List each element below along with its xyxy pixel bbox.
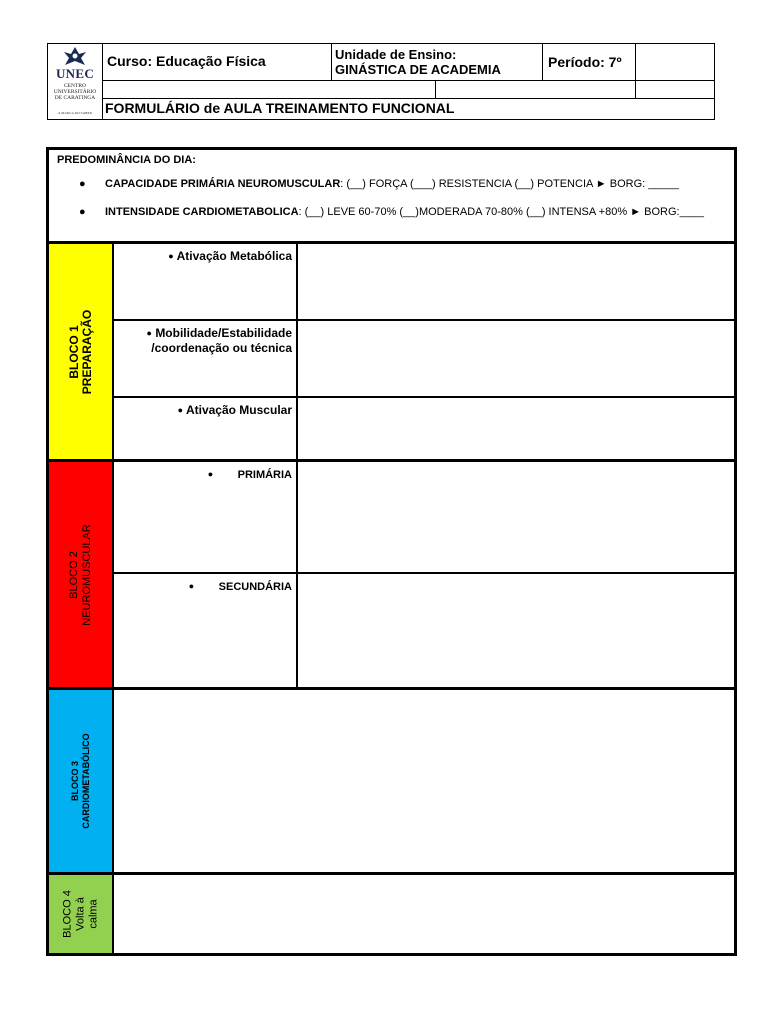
unidade-cell: [332, 44, 543, 81]
university-logo: [48, 44, 103, 119]
bloco-4-side: [49, 875, 114, 953]
header-blank-field[interactable]: [103, 81, 436, 99]
bloco-3-content-area[interactable]: [114, 690, 734, 872]
bloco-4: [49, 875, 734, 953]
bloco-2-side: [49, 462, 114, 687]
header-blank-field[interactable]: [636, 81, 715, 99]
bloco-4-label: [61, 890, 100, 938]
logo-subtitle-line: CENTRO: [64, 83, 86, 89]
bloco-row[interactable]: [114, 398, 734, 459]
unidade-value: GINÁSTICA DE ACADEMIA: [335, 62, 501, 77]
bloco-row[interactable]: [114, 321, 734, 398]
bloco-label-line: CARDIOMETABÓLICO: [80, 733, 91, 829]
bloco-label-line: calma: [87, 899, 99, 929]
bloco-row-text: Ativação Metabólica: [176, 249, 292, 263]
bloco-1: [49, 244, 734, 462]
bloco-4-content-area[interactable]: [114, 875, 734, 953]
bloco-label-line: BLOCO 3: [69, 760, 80, 802]
bloco-2-label: [68, 524, 94, 625]
logo-tagline: A MARCA DO SABER: [58, 111, 92, 115]
bullet-icon: ●: [168, 251, 174, 261]
bloco-row-label: [114, 462, 298, 572]
predominancia-section: [49, 150, 734, 244]
bloco-label-line: BLOCO 4: [61, 890, 73, 938]
bloco-row-label: [114, 574, 298, 687]
bullet-icon: ●: [207, 469, 214, 479]
bloco-row[interactable]: [114, 244, 734, 321]
bloco-1-label: [68, 309, 94, 393]
predominancia-item: [79, 178, 679, 190]
bullet-icon: ●: [79, 206, 86, 218]
unidade-label: Unidade de Ensino:: [335, 47, 457, 62]
bloco-label-line: Volta à: [74, 897, 86, 931]
predominancia-item-options[interactable]: : (__) LEVE 60-70% (__)MODERADA 70-80% (__) INTENSA +80% ► BORG:____: [298, 206, 705, 218]
bloco-row-text: PRIMÁRIA: [237, 469, 292, 481]
logo-emblem-icon: [50, 46, 100, 66]
bullet-icon: ●: [177, 405, 184, 415]
curso-cell: Curso: Educação Física: [103, 44, 332, 81]
predominancia-item-label: INTENSIDADE CARDIOMETABOLICA: [105, 206, 299, 218]
bloco-label-line: BLOCO 1: [66, 324, 81, 379]
bloco-row[interactable]: [114, 574, 734, 687]
bloco-3: [49, 690, 734, 875]
predominancia-item: [79, 206, 704, 218]
logo-name: UNEC: [55, 66, 95, 81]
predominancia-item-options[interactable]: : (__) FORÇA (___) RESISTENCIA (__) POTENCIA ► BORG: _____: [340, 178, 679, 190]
bloco-row[interactable]: [114, 462, 734, 574]
bullet-icon: ●: [188, 581, 195, 591]
bloco-row-text: SECUNDÁRIA: [218, 581, 292, 593]
logo-subtitle-line: DE CARATINGA: [54, 95, 96, 101]
predominancia-title: PREDOMINÂNCIA DO DIA:: [57, 154, 196, 166]
logo-subtitle-line: UNIVERSITÁRIO: [53, 89, 97, 95]
bullet-icon: ●: [146, 328, 152, 338]
bloco-label-line: PREPARAÇÃO: [79, 309, 94, 394]
header-blank-field[interactable]: [436, 81, 636, 99]
bloco-3-side: [49, 690, 114, 872]
bloco-row-label: [114, 398, 298, 459]
training-form: [46, 147, 737, 956]
bloco-row-text: Ativação Muscular: [185, 403, 292, 417]
predominancia-item-label: CAPACIDADE PRIMÁRIA NEUROMUSCULAR: [105, 178, 341, 190]
bloco-label-line: BLOCO 2: [67, 550, 80, 599]
periodo-value-field[interactable]: [636, 44, 715, 81]
header-table: [47, 43, 715, 120]
bullet-icon: ●: [79, 178, 86, 190]
bloco-2: [49, 462, 734, 690]
bloco-3-label: [70, 733, 92, 828]
bloco-row-text: Mobilidade/Estabilidade /coordenação ou técnica: [151, 326, 292, 355]
bloco-row-label: [114, 244, 298, 319]
periodo-cell: Período: 7º: [543, 44, 636, 81]
bloco-row-label: [114, 321, 298, 396]
bloco-label-line: NEUROMUSCULAR: [80, 523, 93, 626]
logo-subtitle: [48, 83, 102, 101]
form-title: FORMULÁRIO de AULA TREINAMENTO FUNCIONAL: [105, 100, 455, 116]
bloco-1-side: [49, 244, 114, 459]
